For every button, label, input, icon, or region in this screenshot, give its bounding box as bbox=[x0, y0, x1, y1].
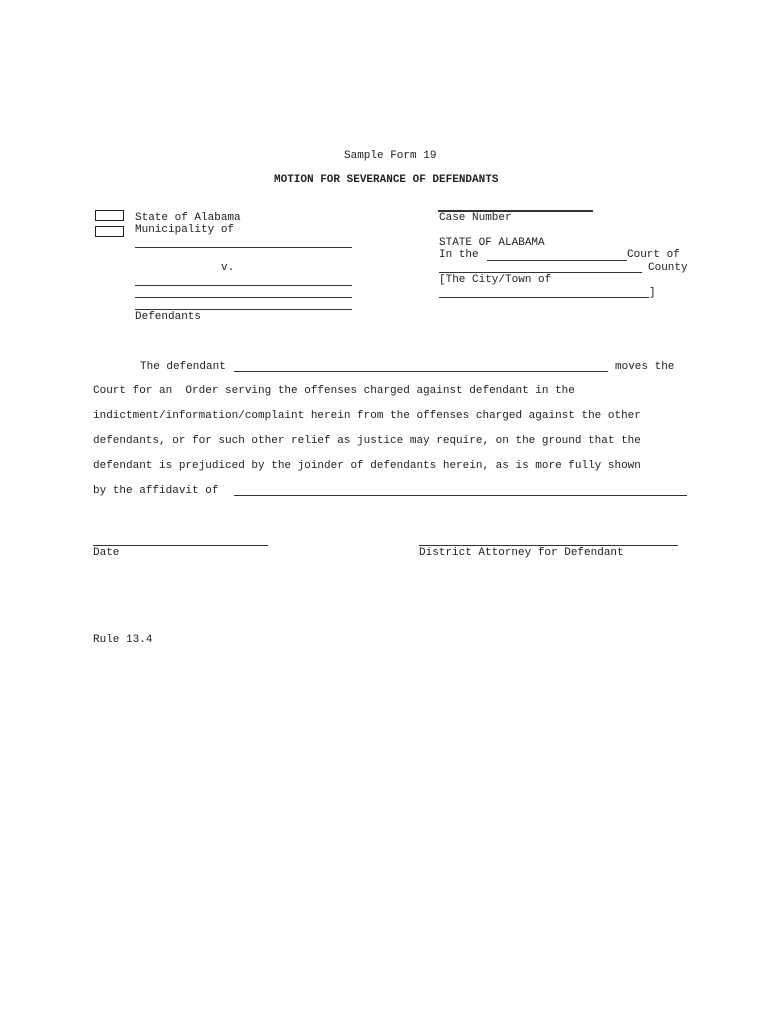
case-number-label: Case Number bbox=[439, 212, 512, 224]
body-line-1-end: moves the bbox=[615, 361, 675, 373]
court-of-label: Court of bbox=[627, 249, 680, 261]
body-line-5: defendant is prejudiced by the joinder of defendants herein, as is more fully shown bbox=[93, 460, 641, 472]
county-label: County bbox=[648, 262, 688, 274]
date-label: Date bbox=[93, 547, 120, 559]
date-line[interactable] bbox=[93, 545, 268, 546]
rule-reference: Rule 13.4 bbox=[93, 634, 153, 646]
city-town-label: [The City/Town of bbox=[439, 274, 552, 286]
municipality-option-label: Municipality of bbox=[135, 224, 235, 236]
affiant-name-blank[interactable] bbox=[234, 495, 687, 496]
court-type-line[interactable] bbox=[487, 260, 627, 261]
body-line-1-start: The defendant bbox=[140, 361, 226, 373]
defendant-name-line-2[interactable] bbox=[135, 297, 352, 298]
plaintiff-name-line[interactable] bbox=[135, 247, 352, 248]
body-line-4: defendants, or for such other relief as justice may require, on the ground that the bbox=[93, 435, 641, 447]
state-checkbox[interactable] bbox=[95, 210, 124, 221]
county-name-line[interactable] bbox=[439, 272, 642, 273]
municipality-checkbox[interactable] bbox=[95, 226, 124, 237]
bracket-close: ] bbox=[649, 287, 656, 299]
form-label: Sample Form 19 bbox=[344, 150, 437, 162]
state-heading: STATE OF ALABAMA bbox=[439, 237, 545, 249]
attorney-signature-line[interactable] bbox=[419, 545, 678, 546]
versus-label: v. bbox=[221, 262, 235, 274]
defendants-label: Defendants bbox=[135, 311, 202, 323]
body-line-3: indictment/information/complaint herein from the offenses charged against the other bbox=[93, 410, 641, 422]
defendant-name-blank[interactable] bbox=[234, 371, 608, 372]
body-line-6-start: by the affidavit of bbox=[93, 485, 219, 497]
in-the-label: In the bbox=[439, 249, 479, 261]
defendant-name-line-1[interactable] bbox=[135, 285, 352, 286]
city-town-line[interactable] bbox=[439, 297, 649, 298]
body-line-2: Court for an Order serving the offenses charged against defendant in the bbox=[93, 385, 575, 397]
state-option-label: State of Alabama bbox=[135, 212, 241, 224]
defendant-name-line-3[interactable] bbox=[135, 309, 352, 310]
attorney-label: District Attorney for Defendant bbox=[419, 547, 624, 559]
form-title: MOTION FOR SEVERANCE OF DEFENDANTS bbox=[274, 174, 499, 186]
